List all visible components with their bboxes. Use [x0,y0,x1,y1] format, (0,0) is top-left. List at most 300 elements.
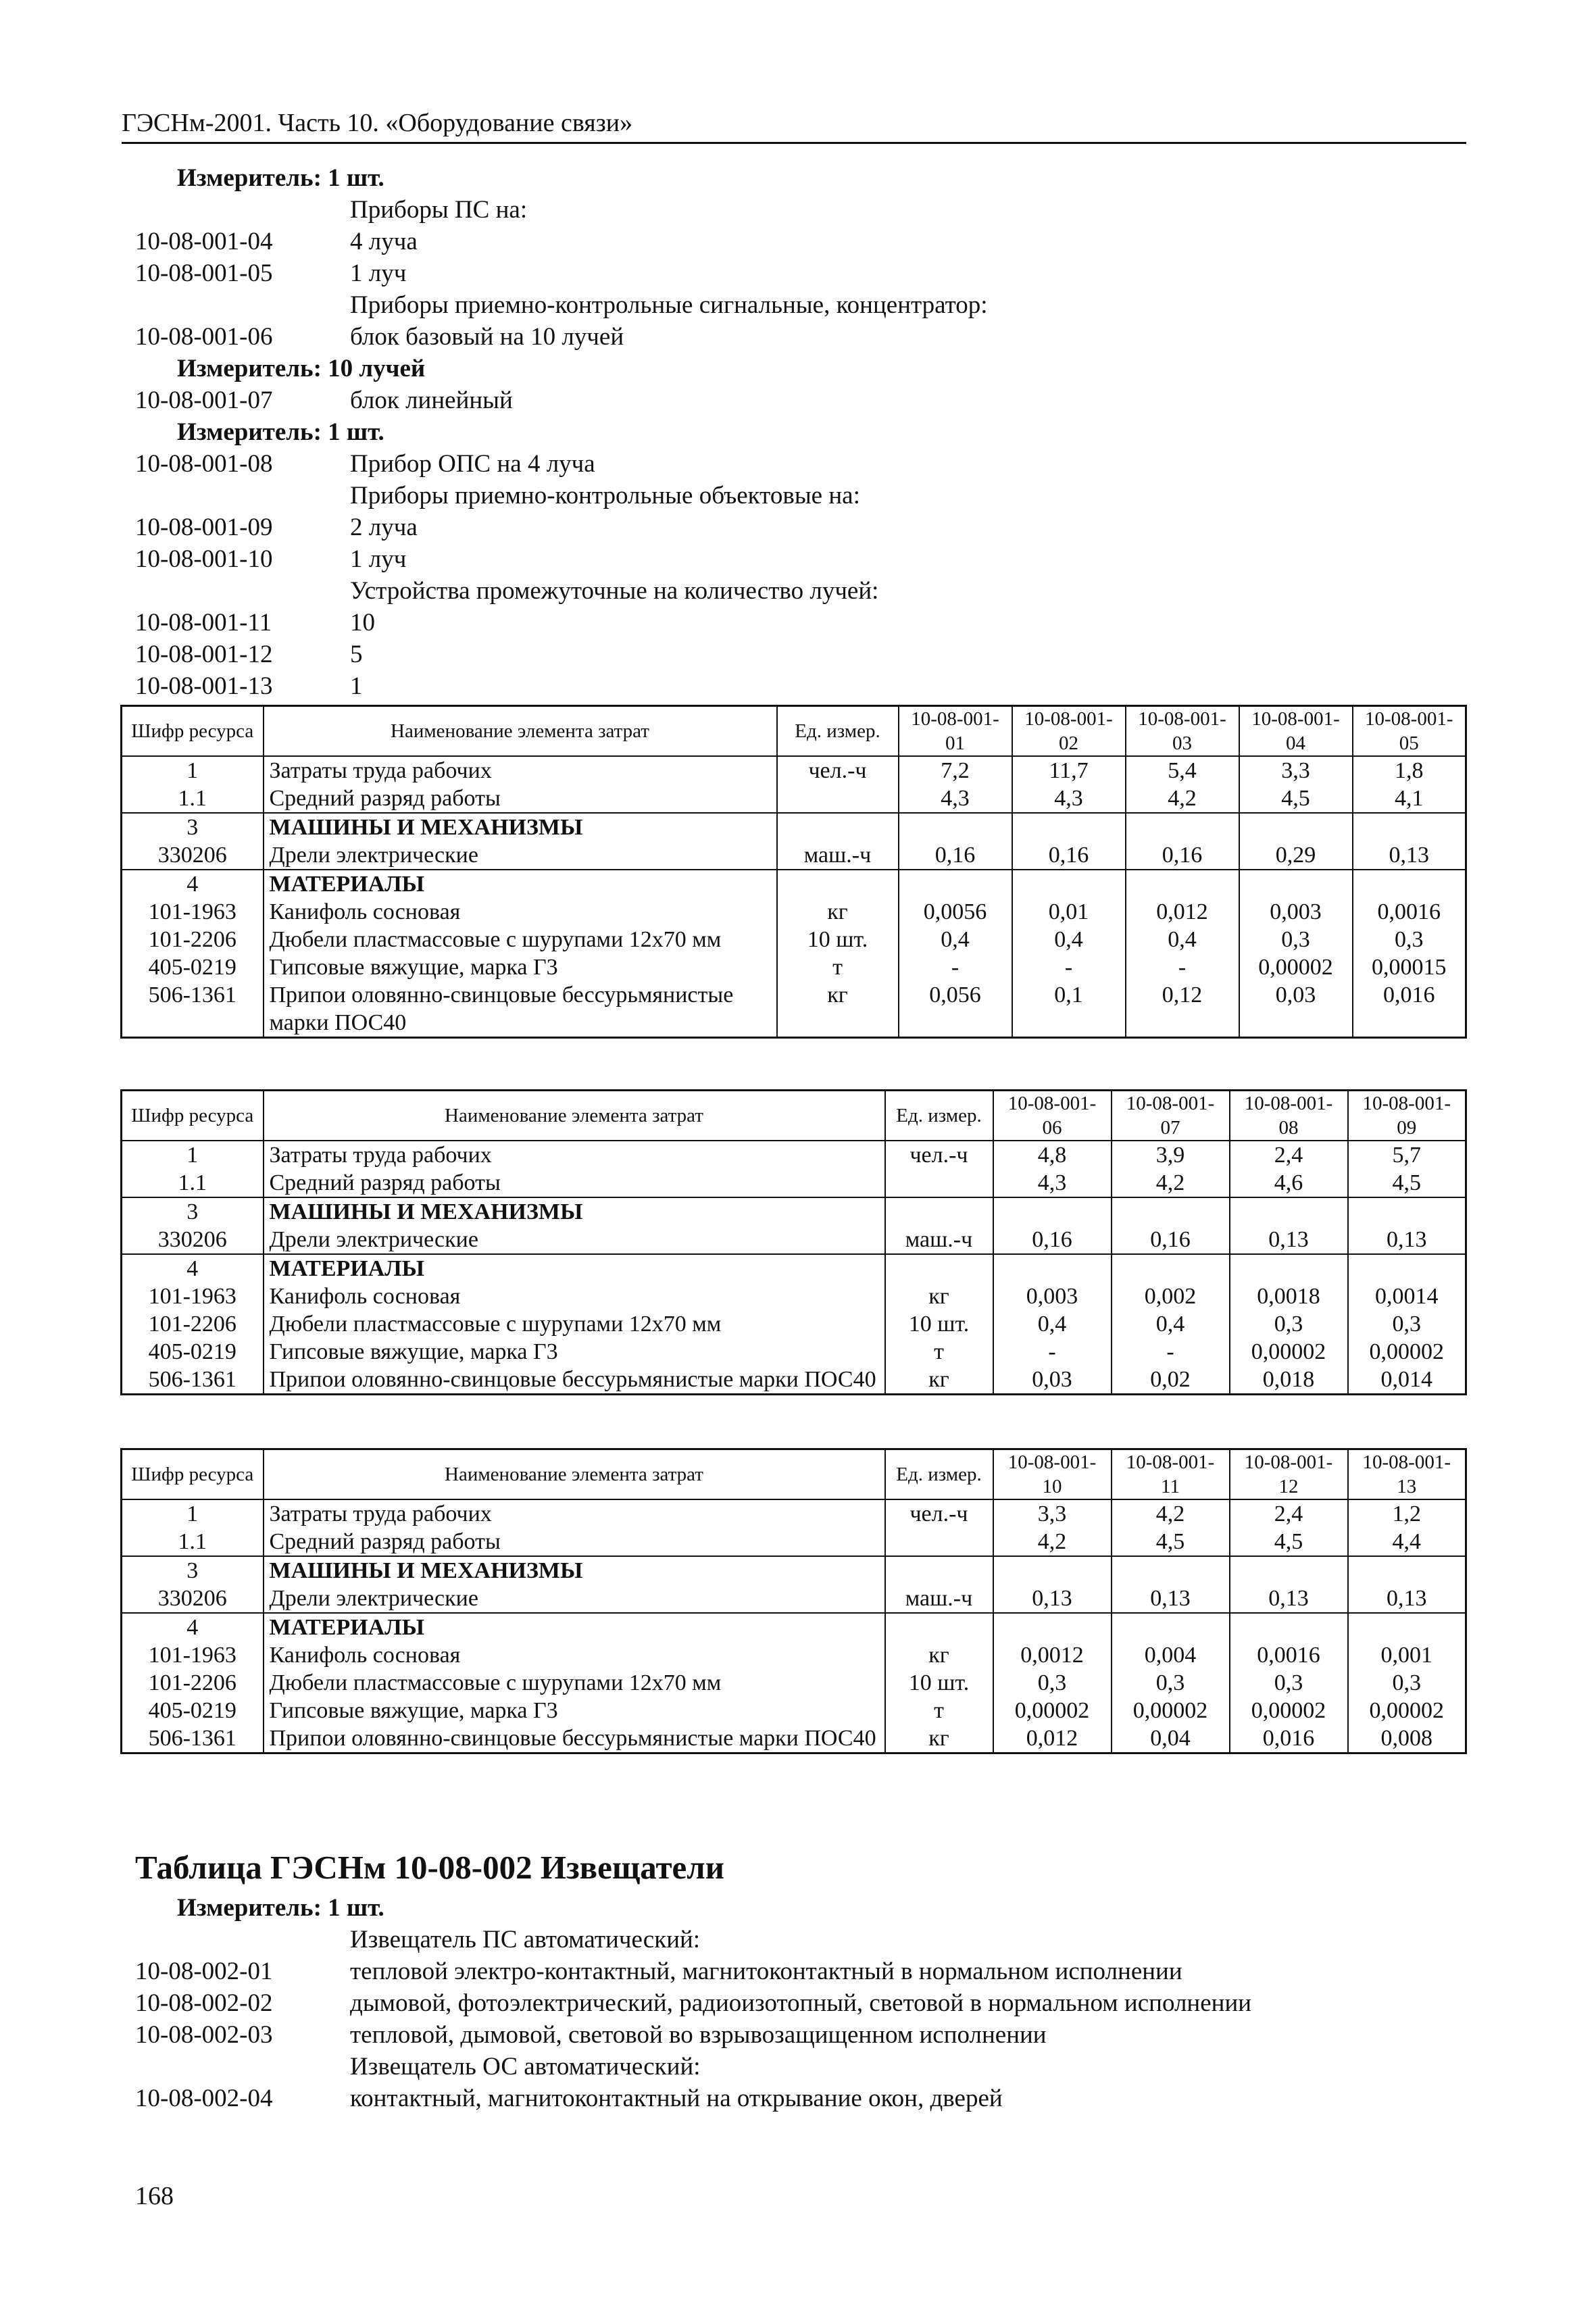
col-header-norm: 10-08-001-05 [1353,706,1466,757]
col-header-norm: 10-08-001-11 [1112,1449,1230,1500]
norm-value: - [1112,1338,1230,1366]
col-header-name: Наименование элемента затрат [264,706,777,757]
norm-value [1012,813,1126,841]
unit-cell: маш.-ч [777,841,899,870]
item-code: 10-08-001-11 [135,609,272,637]
norm-value: 4,5 [1348,1169,1466,1197]
item-description: блок базовый на 10 лучей [350,323,624,351]
measurement-unit: Измеритель: 1 шт. [177,1894,384,1922]
col-header-norm: 10-08-001-12 [1230,1449,1348,1500]
cost-element-name: Гипсовые вяжущие, марка Г3 [264,953,777,981]
table-row [122,1283,1466,1310]
spec-item [135,1987,1419,2019]
col-header-code: Шифр ресурса [122,1449,264,1500]
spec-item [135,384,1419,416]
norm-value [1230,1197,1348,1226]
norm-value: 0,03 [993,1366,1112,1395]
norm-value: 2,4 [1230,1499,1348,1528]
norm-value: 0,016 [1230,1724,1348,1753]
norm-value [1112,1556,1230,1585]
norm-value: 0,3 [1353,926,1466,953]
spec-item [135,639,1419,670]
col-header-norm: 10-08-001-10 [993,1449,1112,1500]
norm-value [993,1254,1112,1283]
norm-value: 0,13 [1353,841,1466,870]
unit-cell [777,813,899,841]
unit-cell: кг [885,1641,993,1669]
norm-value: - [899,953,1012,981]
spec-item [135,257,1419,289]
norm-value [899,870,1012,898]
cost-element-name: Канифоль сосновая [264,898,777,926]
group-heading: Приборы ПС на: [350,196,528,224]
table-row [122,1310,1466,1338]
col-header-norm: 10-08-001-03 [1126,706,1239,757]
spec-item [135,2083,1419,2114]
spec-list-2 [135,1892,1419,2114]
norm-value: 0,4 [1126,926,1239,953]
norm-value: 0,0014 [1348,1283,1466,1310]
norm-value: 0,016 [1353,981,1466,1038]
resource-code: 506-1361 [122,981,264,1038]
resource-code: 405-0219 [122,1697,264,1724]
norm-value: 1,8 [1353,756,1466,785]
unit-cell: кг [885,1366,993,1395]
spec-item [135,226,1419,257]
cost-element-name: Средний разряд работы [264,1528,885,1556]
cost-element-name: Дрели электрические [264,841,777,870]
cost-element-name: Затраты труда рабочих [264,1499,885,1528]
cost-element-name: МАШИНЫ И МЕХАНИЗМЫ [264,1197,885,1226]
table-row [122,1197,1466,1226]
resource-code: 3 [122,1556,264,1585]
item-description: 4 луча [350,228,418,255]
col-header-norm: 10-08-001-09 [1348,1091,1466,1141]
spec-item [135,2019,1419,2051]
resource-code: 405-0219 [122,1338,264,1366]
cost-element-name: Припои оловянно-свинцовые бессурьмянистые марки ПОС40 [264,981,777,1038]
cost-element-name: Дюбели пластмассовые с шурупами 12х70 мм [264,926,777,953]
norm-value: 3,3 [1239,756,1353,785]
norm-value: 0,3 [1112,1669,1230,1697]
norm-value: - [1012,953,1126,981]
table-row [122,813,1466,841]
unit-cell: маш.-ч [885,1585,993,1613]
resource-code: 330206 [122,1585,264,1613]
norm-value: 4,2 [1126,785,1239,813]
norm-value [1348,1613,1466,1641]
norm-value: 4,3 [899,785,1012,813]
norm-value: 0,13 [1230,1585,1348,1613]
spec-item [135,543,1419,575]
resource-code: 1.1 [122,1169,264,1197]
resource-code: 1 [122,756,264,785]
item-code: 10-08-001-09 [135,514,273,541]
unit-cell: маш.-ч [885,1226,993,1254]
running-header: ГЭСНм-2001. Часть 10. «Оборудование связи» [122,108,1466,144]
norm-value: 0,03 [1239,981,1353,1038]
table-header-row [122,706,1466,757]
resource-code: 1 [122,1499,264,1528]
norm-value [993,1613,1112,1641]
item-description: Прибор ОПС на 4 луча [350,450,595,478]
norm-value: - [1126,953,1239,981]
table-row [122,756,1466,785]
norm-value: 0,4 [993,1310,1112,1338]
norm-value [1348,1254,1466,1283]
unit-cell: 10 шт. [885,1310,993,1338]
resource-table-2 [120,1089,1467,1395]
norm-value: 0,012 [993,1724,1112,1753]
resource-code: 330206 [122,841,264,870]
table-row [122,870,1466,898]
cost-element-name: МАШИНЫ И МЕХАНИЗМЫ [264,1556,885,1585]
item-code: 10-08-001-13 [135,672,273,700]
table-row [122,1641,1466,1669]
table-row [122,1556,1466,1585]
item-description: 1 луч [350,545,407,573]
item-code: 10-08-001-06 [135,323,273,351]
unit-cell [885,1528,993,1556]
spec-item [135,607,1419,639]
norm-value [1112,1254,1230,1283]
norm-value: 0,04 [1112,1724,1230,1753]
resource-code: 1.1 [122,785,264,813]
cost-element-name: Припои оловянно-свинцовые бессурьмянистые марки ПОС40 [264,1724,885,1753]
col-header-name: Наименование элемента затрат [264,1449,885,1500]
item-code: 10-08-001-07 [135,387,273,414]
spec-item [135,321,1419,353]
resource-table-3 [120,1448,1467,1754]
resource-code: 3 [122,813,264,841]
norm-value: 0,014 [1348,1366,1466,1395]
norm-value: 0,0056 [899,898,1012,926]
item-description: блок линейный [350,387,513,414]
unit-cell [885,1254,993,1283]
norm-value: 0,00002 [1112,1697,1230,1724]
norm-value: 11,7 [1012,756,1126,785]
norm-value: 0,00002 [993,1697,1112,1724]
item-code: 10-08-001-12 [135,641,273,668]
table-row [122,1254,1466,1283]
norm-value: 0,00002 [1230,1338,1348,1366]
norm-value: 0,003 [1239,898,1353,926]
col-header-unit: Ед. измер. [885,1449,993,1500]
resource-code: 4 [122,1254,264,1283]
norm-value [1126,813,1239,841]
norm-value: 0,29 [1239,841,1353,870]
unit-cell [777,785,899,813]
resource-code: 101-1963 [122,898,264,926]
item-description: 5 [350,641,363,668]
table-row [122,1169,1466,1197]
item-code: 10-08-002-01 [135,1958,273,1985]
table-row [122,1528,1466,1556]
resource-table-1 [120,705,1467,1039]
measurement-unit: Измеритель: 1 шт. [177,418,384,446]
cost-element-name: Канифоль сосновая [264,1283,885,1310]
item-code: 10-08-001-10 [135,545,273,573]
unit-cell: т [777,953,899,981]
unit-cell [777,870,899,898]
resource-code: 330206 [122,1226,264,1254]
norm-value: 0,018 [1230,1366,1348,1395]
norm-value [1230,1254,1348,1283]
norm-value: 0,13 [1348,1226,1466,1254]
norm-value: 0,00002 [1230,1697,1348,1724]
table-row [122,1669,1466,1697]
table-row [122,953,1466,981]
norm-value: 0,00015 [1353,953,1466,981]
cost-element-name: Средний разряд работы [264,1169,885,1197]
unit-cell: 10 шт. [777,926,899,953]
norm-value: 0,16 [1012,841,1126,870]
norm-value: 0,4 [899,926,1012,953]
norm-value [899,813,1012,841]
table-row [122,1499,1466,1528]
norm-value: 0,01 [1012,898,1126,926]
norm-value: 0,004 [1112,1641,1230,1669]
resource-code: 101-1963 [122,1641,264,1669]
unit-cell: кг [777,898,899,926]
norm-value: 0,16 [1126,841,1239,870]
resource-code: 1 [122,1141,264,1169]
norm-value: 0,13 [993,1585,1112,1613]
resource-code: 1.1 [122,1528,264,1556]
table-row [122,1226,1466,1254]
norm-value: 0,0016 [1353,898,1466,926]
norm-value: 0,3 [1348,1310,1466,1338]
norm-value: 0,4 [1112,1310,1230,1338]
col-header-name: Наименование элемента затрат [264,1091,885,1141]
measurement-unit: Измеритель: 10 лучей [177,355,426,382]
cost-element-name: МАТЕРИАЛЫ [264,1613,885,1641]
table-row [122,1585,1466,1613]
item-description: 10 [350,609,375,637]
resource-code: 506-1361 [122,1724,264,1753]
norm-value: 4,2 [1112,1499,1230,1528]
unit-cell [885,1613,993,1641]
norm-value: 0,3 [1239,926,1353,953]
cost-element-name: Гипсовые вяжущие, марка Г3 [264,1338,885,1366]
group-heading: Приборы приемно-контрольные объектовые на: [350,482,860,509]
norm-value: 0,16 [899,841,1012,870]
norm-value: 4,8 [993,1141,1112,1169]
norm-value [1239,813,1353,841]
norm-value: 0,13 [1348,1585,1466,1613]
norm-value: 0,4 [1012,926,1126,953]
item-description: тепловой, дымовой, световой во взрывозащищенном исполнении [350,2021,1047,2049]
item-description: контактный, магнитоконтактный на открывание окон, дверей [350,2085,1003,2112]
norm-value [1353,870,1466,898]
resource-code: 4 [122,870,264,898]
unit-cell [885,1169,993,1197]
spec-item [135,512,1419,543]
unit-cell: т [885,1697,993,1724]
col-header-norm: 10-08-001-06 [993,1091,1112,1141]
cost-element-name: Затраты труда рабочих [264,1141,885,1169]
resource-code: 506-1361 [122,1366,264,1395]
norm-value: 0,0018 [1230,1283,1348,1310]
norm-value: 0,12 [1126,981,1239,1038]
norm-value: 4,2 [1112,1169,1230,1197]
norm-value [1230,1556,1348,1585]
item-code: 10-08-001-08 [135,450,273,478]
norm-value: 5,7 [1348,1141,1466,1169]
table-row [122,1141,1466,1169]
norm-value: 0,003 [993,1283,1112,1310]
norm-value: 0,002 [1112,1283,1230,1310]
cost-element-name: Гипсовые вяжущие, марка Г3 [264,1697,885,1724]
norm-value: 3,9 [1112,1141,1230,1169]
norm-value [1353,813,1466,841]
norm-value: 0,3 [1348,1669,1466,1697]
norm-value: 0,0016 [1230,1641,1348,1669]
norm-value: 0,056 [899,981,1012,1038]
resource-code: 101-2206 [122,1669,264,1697]
norm-value: - [993,1338,1112,1366]
norm-value [1112,1197,1230,1226]
table-row [122,841,1466,870]
cost-element-name: Дрели электрические [264,1226,885,1254]
cost-element-name: МАТЕРИАЛЫ [264,870,777,898]
measurement-unit: Измеритель: 1 шт. [177,164,384,192]
table-title: Таблица ГЭСНм 10-08-002 Извещатели [135,1849,725,1886]
item-description: 2 луча [350,514,418,541]
unit-cell: чел.-ч [885,1499,993,1528]
norm-value: 0,02 [1112,1366,1230,1395]
group-heading: Извещатель ПС автоматический: [350,1926,701,1953]
col-header-norm: 10-08-001-01 [899,706,1012,757]
resource-code: 101-2206 [122,926,264,953]
unit-cell: чел.-ч [885,1141,993,1169]
group-heading: Приборы приемно-контрольные сигнальные, концентратор: [350,291,988,319]
norm-value: 0,0012 [993,1641,1112,1669]
norm-value: 1,2 [1348,1499,1466,1528]
norm-value: 0,13 [1112,1585,1230,1613]
table-row [122,1697,1466,1724]
item-code: 10-08-002-04 [135,2085,273,2112]
norm-value: 5,4 [1126,756,1239,785]
col-header-norm: 10-08-001-04 [1239,706,1353,757]
norm-value [1012,870,1126,898]
spec-list-1 [135,162,1419,702]
cost-element-name: Дюбели пластмассовые с шурупами 12х70 мм [264,1669,885,1697]
norm-value: 4,4 [1348,1528,1466,1556]
page-number: 168 [135,2182,174,2210]
norm-value [993,1197,1112,1226]
item-description: тепловой электро-контактный, магнитоконтактный в нормальном исполнении [350,1958,1182,1985]
norm-value: 7,2 [899,756,1012,785]
col-header-norm: 10-08-001-13 [1348,1449,1466,1500]
cost-element-name: Дрели электрические [264,1585,885,1613]
resource-code: 3 [122,1197,264,1226]
unit-cell: кг [885,1283,993,1310]
norm-value: 0,012 [1126,898,1239,926]
norm-value [1230,1613,1348,1641]
item-description: дымовой, фотоэлектрический, радиоизотопный, световой в нормальном исполнении [350,1989,1252,2017]
norm-value: 0,3 [1230,1310,1348,1338]
norm-value: 0,3 [1230,1669,1348,1697]
group-heading: Извещатель ОС автоматический: [350,2053,701,2081]
cost-element-name: Канифоль сосновая [264,1641,885,1669]
table-header-row [122,1449,1466,1500]
unit-cell: 10 шт. [885,1669,993,1697]
norm-value [1112,1613,1230,1641]
norm-value: 4,5 [1239,785,1353,813]
cost-element-name: Припои оловянно-свинцовые бессурьмянистые марки ПОС40 [264,1366,885,1395]
table-row [122,981,1466,1038]
norm-value: 0,16 [1112,1226,1230,1254]
table-row [122,785,1466,813]
item-code: 10-08-002-02 [135,1989,273,2017]
norm-value: 0,00002 [1348,1338,1466,1366]
spec-item [135,670,1419,702]
norm-value: 0,3 [993,1669,1112,1697]
col-header-unit: Ед. измер. [777,706,899,757]
item-description: 1 луч [350,259,407,287]
cost-element-name: Дюбели пластмассовые с шурупами 12х70 мм [264,1310,885,1338]
norm-value: 2,4 [1230,1141,1348,1169]
norm-value: 4,6 [1230,1169,1348,1197]
col-header-code: Шифр ресурса [122,1091,264,1141]
col-header-norm: 10-08-001-02 [1012,706,1126,757]
table-row [122,1613,1466,1641]
norm-value [1239,870,1353,898]
group-heading: Устройства промежуточные на количество лучей: [350,577,879,605]
norm-value: 0,1 [1012,981,1126,1038]
table-header-row [122,1091,1466,1141]
item-description: 1 [350,672,363,700]
cost-element-name: МАТЕРИАЛЫ [264,1254,885,1283]
norm-value [993,1556,1112,1585]
norm-value: 4,5 [1112,1528,1230,1556]
col-header-norm: 10-08-001-07 [1112,1091,1230,1141]
norm-value: 0,001 [1348,1641,1466,1669]
norm-value: 0,00002 [1239,953,1353,981]
norm-value: 0,13 [1230,1226,1348,1254]
unit-cell: чел.-ч [777,756,899,785]
item-code: 10-08-001-04 [135,228,273,255]
norm-value: 4,3 [993,1169,1112,1197]
norm-value: 0,008 [1348,1724,1466,1753]
table-row [122,926,1466,953]
cost-element-name: МАШИНЫ И МЕХАНИЗМЫ [264,813,777,841]
norm-value: 4,1 [1353,785,1466,813]
item-code: 10-08-002-03 [135,2021,273,2049]
norm-value: 0,00002 [1348,1697,1466,1724]
spec-item [135,1956,1419,1987]
norm-value: 3,3 [993,1499,1112,1528]
cost-element-name: Средний разряд работы [264,785,777,813]
norm-value: 0,16 [993,1226,1112,1254]
unit-cell: кг [777,981,899,1038]
col-header-code: Шифр ресурса [122,706,264,757]
table-row [122,1724,1466,1753]
unit-cell [885,1556,993,1585]
unit-cell: т [885,1338,993,1366]
resource-code: 4 [122,1613,264,1641]
unit-cell: кг [885,1724,993,1753]
unit-cell [885,1197,993,1226]
table-row [122,1366,1466,1395]
spec-item [135,448,1419,480]
norm-value: 4,3 [1012,785,1126,813]
cost-element-name: Затраты труда рабочих [264,756,777,785]
norm-value [1348,1197,1466,1226]
norm-value: 4,5 [1230,1528,1348,1556]
resource-code: 405-0219 [122,953,264,981]
